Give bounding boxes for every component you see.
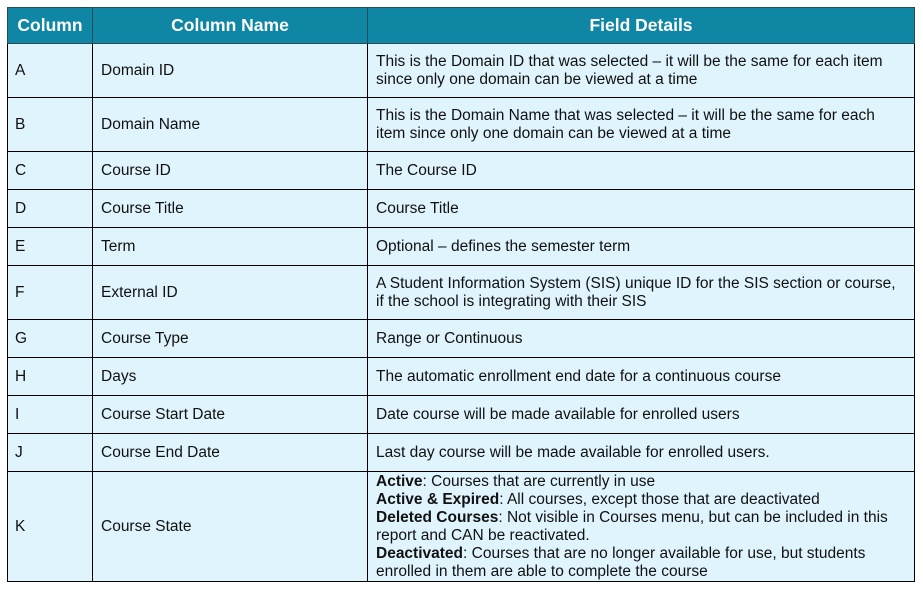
cell-column-name: Course End Date [93, 434, 368, 472]
cell-column-name: Domain Name [93, 98, 368, 152]
cell-field-details: This is the Domain ID that was selected – it will be the same for each item since only one domain can be viewed at a time [368, 44, 915, 98]
cell-column-name: Domain ID [93, 44, 368, 98]
field-details-table [7, 7, 915, 582]
cell-field-details: The Course ID [368, 152, 915, 190]
cell-field-details: Range or Continuous [368, 320, 915, 358]
state-term: Active [376, 472, 423, 490]
cell-column: K [8, 472, 93, 582]
cell-column-name: Course Title [93, 190, 368, 228]
table-row [8, 358, 915, 396]
table-row [8, 320, 915, 358]
cell-field-details: Date course will be made available for enrolled users [368, 396, 915, 434]
state-term: Deactivated [376, 544, 464, 562]
cell-column: J [8, 434, 93, 472]
cell-column-name: Days [93, 358, 368, 396]
state-term: Deleted Courses [376, 508, 499, 526]
header-row [8, 8, 915, 44]
cell-column: H [8, 358, 93, 396]
state-term: Active & Expired [376, 490, 500, 508]
table-row [8, 434, 915, 472]
state-item-deleted [376, 509, 906, 545]
cell-column-name: Course State [93, 472, 368, 582]
table-row [8, 98, 915, 152]
state-desc: : Courses that are no longer available for use, but students enrolled in them are able to complete the course [376, 544, 866, 580]
state-desc: : Not visible in Courses menu, but can be included in this report and CAN be reactivated. [376, 508, 888, 544]
cell-field-details: A Student Information System (SIS) unique ID for the SIS section or course, if the school is integrating with their SIS [368, 266, 915, 320]
table-row [8, 44, 915, 98]
cell-field-details [368, 472, 915, 582]
cell-field-details: Course Title [368, 190, 915, 228]
state-item-deactivated [376, 545, 906, 581]
cell-column-name: Course ID [93, 152, 368, 190]
table-row [8, 152, 915, 190]
state-item-active-expired [376, 491, 906, 509]
cell-column-name: Course Type [93, 320, 368, 358]
cell-field-details: The automatic enrollment end date for a continuous course [368, 358, 915, 396]
cell-column: G [8, 320, 93, 358]
header-column: Column [8, 8, 93, 44]
cell-column: E [8, 228, 93, 266]
cell-field-details: Last day course will be made available for enrolled users. [368, 434, 915, 472]
cell-field-details: This is the Domain Name that was selected – it will be the same for each item since only one domain can be viewed at a time [368, 98, 915, 152]
state-item-active [376, 473, 906, 491]
header-column-name: Column Name [93, 8, 368, 44]
table-row [8, 190, 915, 228]
cell-field-details: Optional – defines the semester term [368, 228, 915, 266]
cell-column: C [8, 152, 93, 190]
header-field-details: Field Details [368, 8, 915, 44]
state-desc: : Courses that are currently in use [422, 472, 656, 490]
cell-column-name: External ID [93, 266, 368, 320]
cell-column: A [8, 44, 93, 98]
cell-column: B [8, 98, 93, 152]
state-desc: : All courses, except those that are deactivated [499, 490, 820, 508]
table-row-course-state [8, 472, 915, 582]
table-row [8, 396, 915, 434]
cell-column: F [8, 266, 93, 320]
cell-column: D [8, 190, 93, 228]
cell-column-name: Course Start Date [93, 396, 368, 434]
table-row [8, 228, 915, 266]
table-row [8, 266, 915, 320]
cell-column: I [8, 396, 93, 434]
cell-column-name: Term [93, 228, 368, 266]
